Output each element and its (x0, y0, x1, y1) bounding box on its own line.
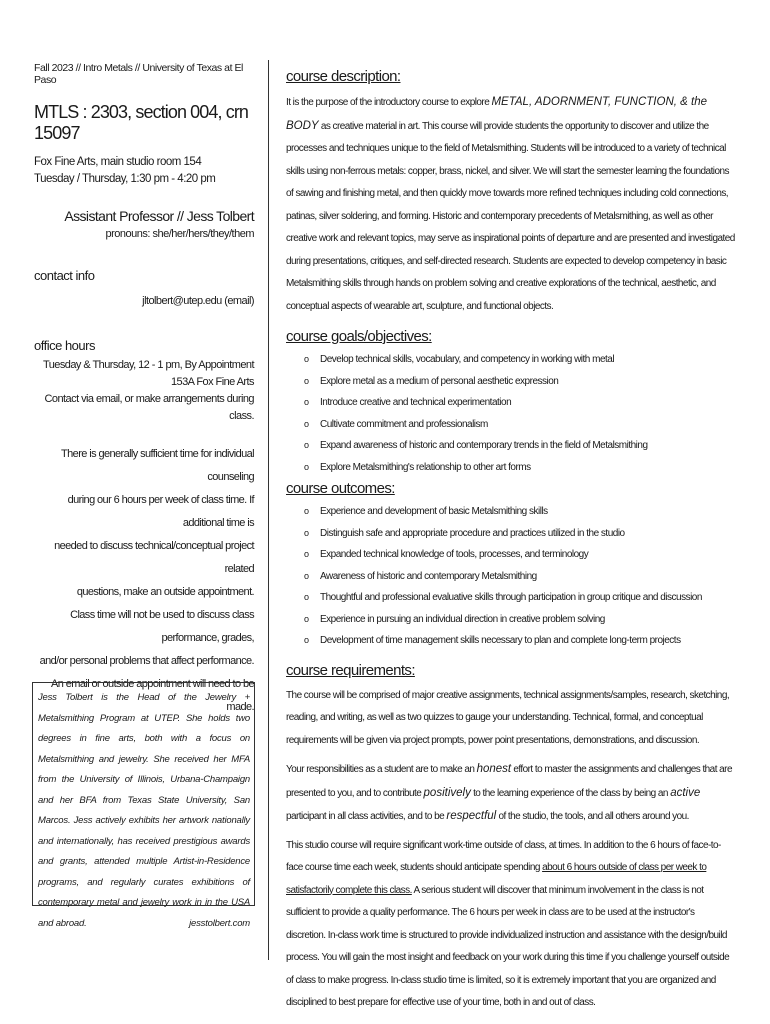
schedule-text: Tuesday / Thursday, 1:30 pm - 4:20 pm (34, 173, 216, 185)
pronouns: pronouns: she/her/hers/they/them (105, 228, 254, 240)
list-item: o Expanded technical knowledge of tools, processes, and terminology (304, 544, 736, 566)
requirements-paragraph-3 (286, 835, 736, 1015)
requirements-paragraph-2 (286, 758, 736, 829)
list-item: o Experience in pursuing an individual direction in creative problem solving (304, 609, 736, 631)
course-outcomes-heading: course outcomes: (286, 480, 395, 497)
counsel-line: Class time will not be used to discuss class performance, grades, (70, 609, 254, 644)
course-requirements-heading: course requirements: (286, 661, 415, 679)
desc-body: as creative material in art. This course will provide students the opportunity to discover and utilize the processes and techniques unique to the field of Metalsmithing. Students will be introduced to a variety of technical skills using non-ferrous metals: copper, brass, nickel, and silver. We will start the semester learning the foundations of sawing and finishing metal, and then quickly move towards more refined techniques including cold connections, patinas, silver soldering, and forming. Historic and contemporary precedents of Metalsmithing, as well as other creative work and relevant topics, may serve as inspirational points of departure and are presented and investigated during presentations, critiques, and self-directed research. Students are expected to develop competency in basic Metalsmithing skills through hands on problem solving and creative explorations of the technical, aesthetic, and conceptual aspects of wearable art, sculpture, and functional objects. (286, 120, 735, 312)
counseling-note (34, 443, 254, 719)
left-column (34, 62, 254, 719)
website-link[interactable]: jesstolbert.com (189, 917, 250, 929)
bio-text: Jess Tolbert is the Head of the Jewelry + Metalsmithing Program at UTEP. She holds two degrees in fine arts, both with a focus on Metalsmithing and jewelry. She received her MFA from the University of Illinois, Urbana-Champaign and her BFA from Texas State University, San Marcos. Jess actively exhibits her artwork nationally and internationally, has received prestigious awards and grants, attended multiple Artist-in-Residence programs, and regularly curates exhibitions of contemporary metal and jewelry work in in the USA and abroad. (38, 692, 250, 929)
p2-text: effort to master the assignments and challenges that are presented to you, and to contribute (286, 764, 732, 799)
course-goals-heading: course goals/objectives: (286, 328, 432, 345)
list-item: o Distinguish safe and appropriate procedure and practices utilized in the studio (304, 523, 736, 545)
list-item: o Explore metal as a medium of personal aesthetic expression (304, 371, 736, 393)
requirements-paragraph-1: The course will be comprised of major creative assignments, technical assignments/samples, research, sketching, reading, and writing, as well as two quizzes to gauge your understanding. Technical, formal, and conceptual requirements will be given via project prompts, power point presentations, demonstrations, and discussion. (286, 689, 730, 746)
office-line: Tuesday & Thursday, 12 - 1 pm, By Appointment (42, 359, 254, 371)
list-item: o Develop technical skills, vocabulary, and competency in working with metal (304, 349, 736, 371)
list-item: o Awareness of historic and contemporary Metalsmithing (304, 566, 736, 588)
course-location (34, 154, 254, 188)
email-link[interactable]: jltolbert@utep.edu (email) (142, 295, 254, 307)
office-hours-label: office hours (34, 338, 95, 353)
counsel-line: and/or personal problems that affect performance. (39, 655, 254, 667)
list-item: o Expand awareness of historic and contemporary trends in the field of Metalsmithing (304, 435, 736, 457)
term-header: Fall 2023 // Intro Metals // University of Texas at El Paso (34, 62, 243, 86)
course-description-heading: course description: (286, 68, 401, 85)
office-line: 153A Fox Fine Arts (170, 376, 254, 388)
list-item: o Cultivate commitment and professionalism (304, 414, 736, 436)
counsel-line: questions, make an outside appointment. (76, 586, 254, 598)
desc-lead: It is the purpose of the introductory course to explore (286, 97, 492, 108)
right-column (286, 68, 736, 1015)
p3-text: A serious student will discover that minimum involvement in the class is not sufficient to provide a quality performance. The 6 hours per week in class are to be used at the instructor's discretion. In-class work time is structured to provide individualized instruction and assistance with the design/build process. You will gain the most insight and feedback on your work during this time if you challenge yourself outside of class to make progress. In-class studio time is limited, so it is extremely important that you are organized and disciplined to best prepare for effective use of your time, both in and out of class. (286, 884, 730, 1008)
p2-text: of the studio, the tools, and all others around you. (496, 811, 689, 822)
p2-text: to the learning experience of the class by being an (470, 787, 671, 799)
course-id: MTLS : 2303, section 004, crn 15097 (34, 102, 249, 143)
counsel-line: needed to discuss technical/conceptual project related (54, 540, 254, 575)
instructor-name: Assistant Professor // Jess Tolbert (64, 208, 254, 224)
emphasis-respectful: respectful (446, 810, 497, 822)
course-description-text (286, 91, 736, 318)
counsel-line: There is generally sufficient time for individual counseling (61, 448, 254, 483)
p2-text: Your responsibilities as a student are to make an (286, 764, 477, 775)
desc-emphasis: METAL, ADORNMENT, FUNCTION, & the BODY (286, 96, 707, 132)
location-text: Fox Fine Arts, main studio room 154 (34, 156, 202, 168)
list-item: o Thoughtful and professional evaluative skills through participation in group critique and discussion (304, 587, 736, 609)
emphasis-honest: honest (476, 763, 512, 775)
list-item: o Introduce creative and technical experimentation (304, 392, 736, 414)
counsel-line: during our 6 hours per week of class time. If additional time is (67, 494, 254, 529)
p2-text: participant in all class activities, and to be (286, 811, 447, 822)
p3-text: This studio course will require significant work-time outside of class, at times. In addition to the 6 hours of face-to-face course time each week, students should anticipate spending (286, 839, 721, 873)
instructor-block (34, 208, 254, 240)
office-line: Contact via email, or make arrangements during class. (44, 393, 254, 422)
emphasis-active: active (670, 786, 701, 799)
list-item: o Experience and development of basic Metalsmithing skills (304, 501, 736, 523)
outcomes-list (286, 501, 736, 652)
list-item: o Explore Metalsmithing's relationship to other art forms (304, 457, 736, 479)
goals-list (286, 349, 736, 478)
contact-label: contact info (34, 268, 95, 283)
office-hours-details (34, 357, 254, 425)
column-divider (268, 60, 269, 960)
list-item: o Development of time management skills necessary to plan and complete long-term projects (304, 630, 736, 652)
p3-underlined: about 6 hours outside of class per week to satisfactorily complete this class. (286, 862, 707, 896)
counsel-line: An email or outside appointment will need to be made. (51, 678, 254, 713)
instructor-bio-box (32, 682, 255, 929)
emphasis-positively: positively (423, 786, 471, 799)
